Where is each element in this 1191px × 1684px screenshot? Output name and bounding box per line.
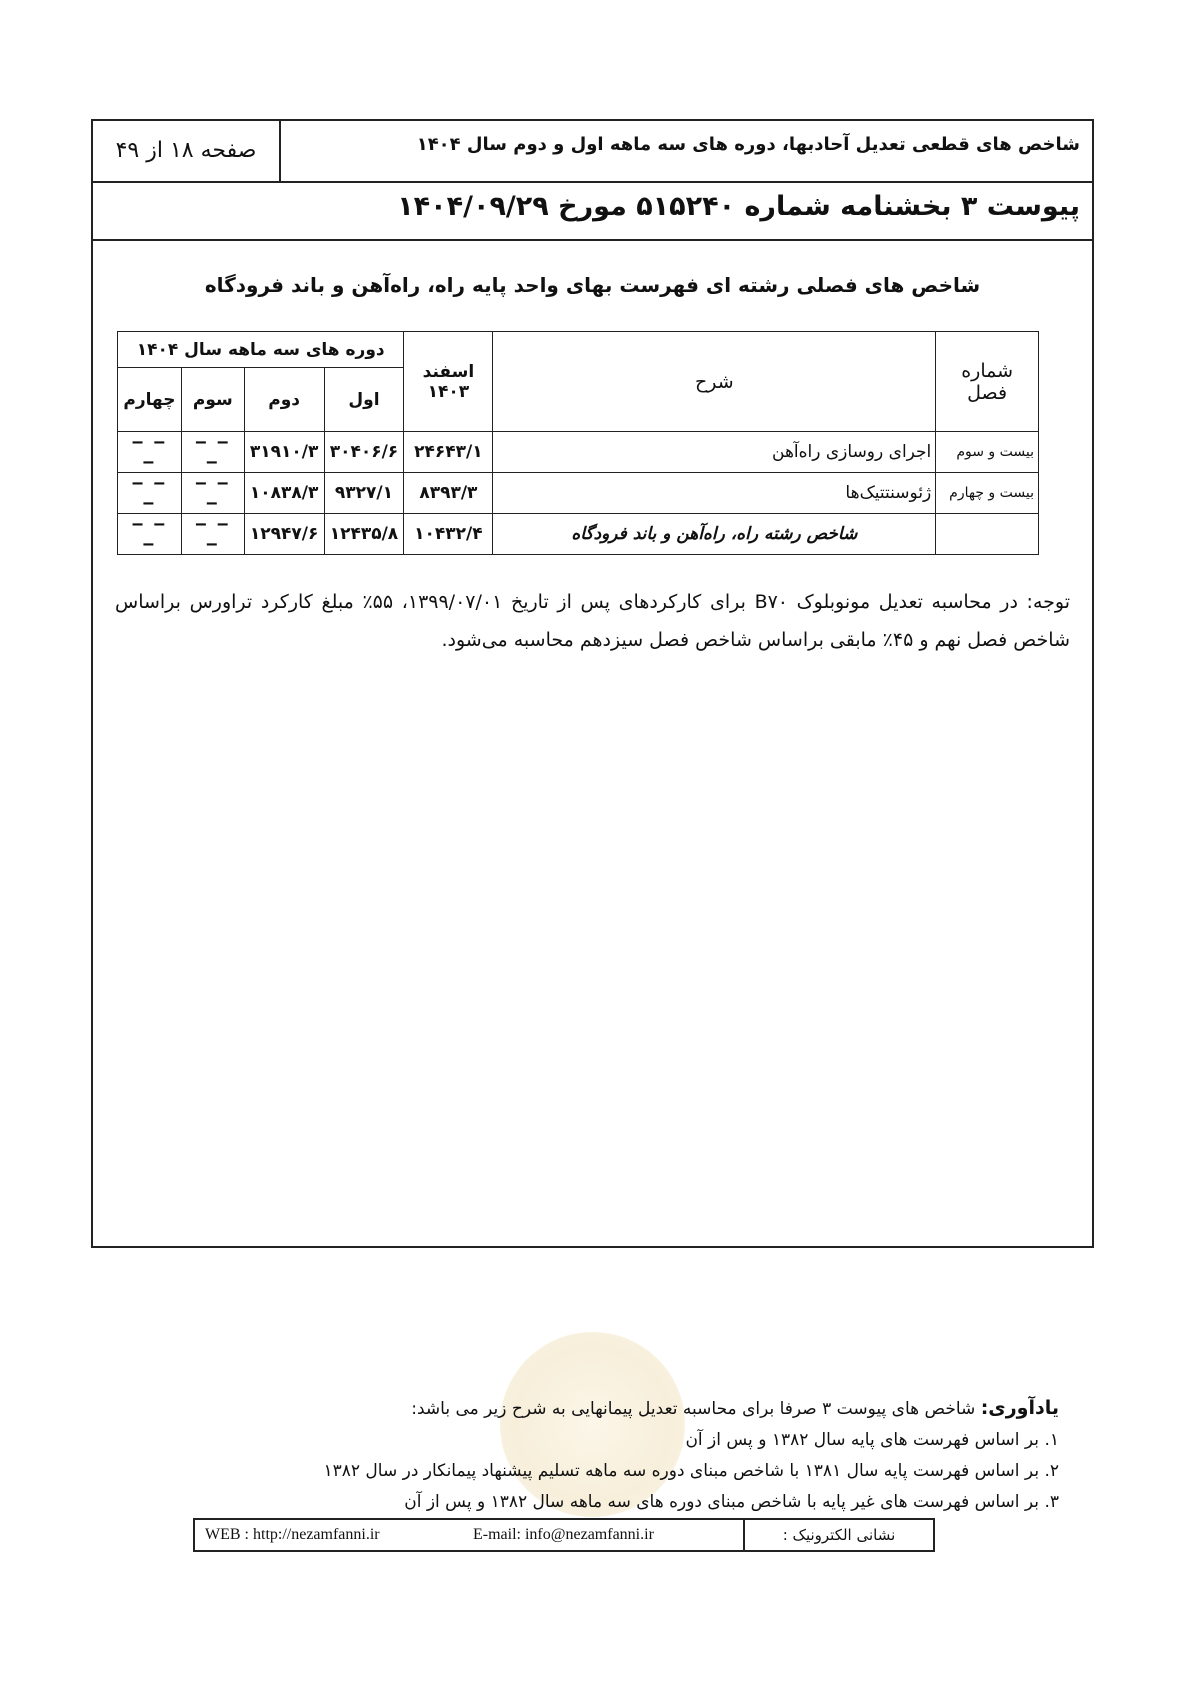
total-description: شاخص رشته راه، راه‌آهن و باند فرودگاه (493, 514, 936, 555)
reminder-item: ۱. بر اساس فهرست های پایه سال ۱۳۸۲ و پس از آن (685, 1430, 1059, 1450)
header-chapter: شماره فصل (936, 332, 1039, 432)
document-title: شاخص های قطعی تعدیل آحادبها، دوره های سه ماهه اول و دوم سال ۱۴۰۴ (416, 134, 1080, 155)
contact-box (193, 1518, 935, 1552)
circular-row (93, 181, 1092, 241)
header-esfand: اسفند ۱۴۰۳ (404, 332, 493, 432)
header-q1: اول (324, 368, 404, 432)
row-description: اجرای روسازی راه‌آهن (493, 432, 936, 473)
total-q1: ۱۲۴۳۵/۸ (324, 514, 404, 555)
total-chapter (936, 514, 1039, 555)
row-q3: ‒ ‒ ‒ (181, 473, 244, 514)
header-row (93, 121, 1092, 183)
header-q3: سوم (181, 368, 244, 432)
row-chapter: بیست و سوم (936, 432, 1039, 473)
total-q3: ‒ ‒ ‒ (181, 514, 244, 555)
row-q1: ۳۰۴۰۶/۶ (324, 432, 404, 473)
total-row (118, 514, 1039, 555)
note-paragraph: توجه: در محاسبه تعدیل مونوبلوک B۷۰ برای کارکردهای پس از تاریخ ۱۳۹۹/۰۷/۰۱، ۵۵٪ مبلغ کارکرد تراورس براساس شاخص فصل نهم و ۴۵٪ مابقی براساس شاخص فصل سیزدهم محاسبه می‌شود. (115, 591, 1070, 651)
row-q4: ‒ ‒ ‒ (118, 473, 182, 514)
header-q2: دوم (244, 368, 324, 432)
row-esfand: ۲۴۶۴۳/۱ (404, 432, 493, 473)
total-q4: ‒ ‒ ‒ (118, 514, 182, 555)
table-row (118, 432, 1039, 473)
page-frame (91, 119, 1094, 1248)
website-link[interactable]: WEB : http://nezamfanni.ir (205, 1526, 380, 1543)
row-q2: ۳۱۹۱۰/۳ (244, 432, 324, 473)
reminder-block (239, 1393, 1059, 1518)
header-description: شرح (493, 332, 936, 432)
row-q4: ‒ ‒ ‒ (118, 432, 182, 473)
contact-label: نشانی الکترونیک : (743, 1520, 933, 1550)
reminder-text: شاخص های پیوست ۳ صرفا برای محاسبه تعدیل پیمانهایی به شرح زیر می باشد: (411, 1399, 976, 1419)
reminder-lead: یادآوری: (980, 1397, 1059, 1419)
total-q2: ۱۲۹۴۷/۶ (244, 514, 324, 555)
index-table (117, 331, 1039, 555)
reminder-item: ۳. بر اساس فهرست های غیر پایه با شاخص مبنای دوره های سه ماهه سال ۱۳۸۲ و پس از آن (404, 1492, 1059, 1512)
reminder-item: ۲. بر اساس فهرست پایه سال ۱۳۸۱ با شاخص مبنای دوره سه ماهه تسلیم پیشنهاد پیمانکار در سال ۱۳۸۲ (323, 1461, 1059, 1481)
email-link[interactable]: E-mail: info@nezamfanni.ir (473, 1526, 654, 1543)
row-chapter: بیست و چهارم (936, 473, 1039, 514)
row-esfand: ۸۳۹۳/۳ (404, 473, 493, 514)
row-q3: ‒ ‒ ‒ (181, 432, 244, 473)
page-number: صفحه ۱۸ از ۴۹ (93, 121, 281, 181)
circular-title: پیوست ۳ بخشنامه شماره ۵۱۵۲۴۰ مورخ ۱۴۰۴/۰۹/۲۹ (397, 191, 1080, 222)
row-q2: ۱۰۸۳۸/۳ (244, 473, 324, 514)
header-q4: چهارم (118, 368, 182, 432)
table-title: شاخص های فصلی رشته ای فهرست بهای واحد پایه راه، راه‌آهن و باند فرودگاه (204, 273, 981, 297)
header-quarters-group: دوره های سه ماهه سال ۱۴۰۴ (118, 332, 404, 368)
row-q1: ۹۳۲۷/۱ (324, 473, 404, 514)
row-description: ژئوسنتتیک‌ها (493, 473, 936, 514)
table-row (118, 473, 1039, 514)
total-esfand: ۱۰۴۳۲/۴ (404, 514, 493, 555)
